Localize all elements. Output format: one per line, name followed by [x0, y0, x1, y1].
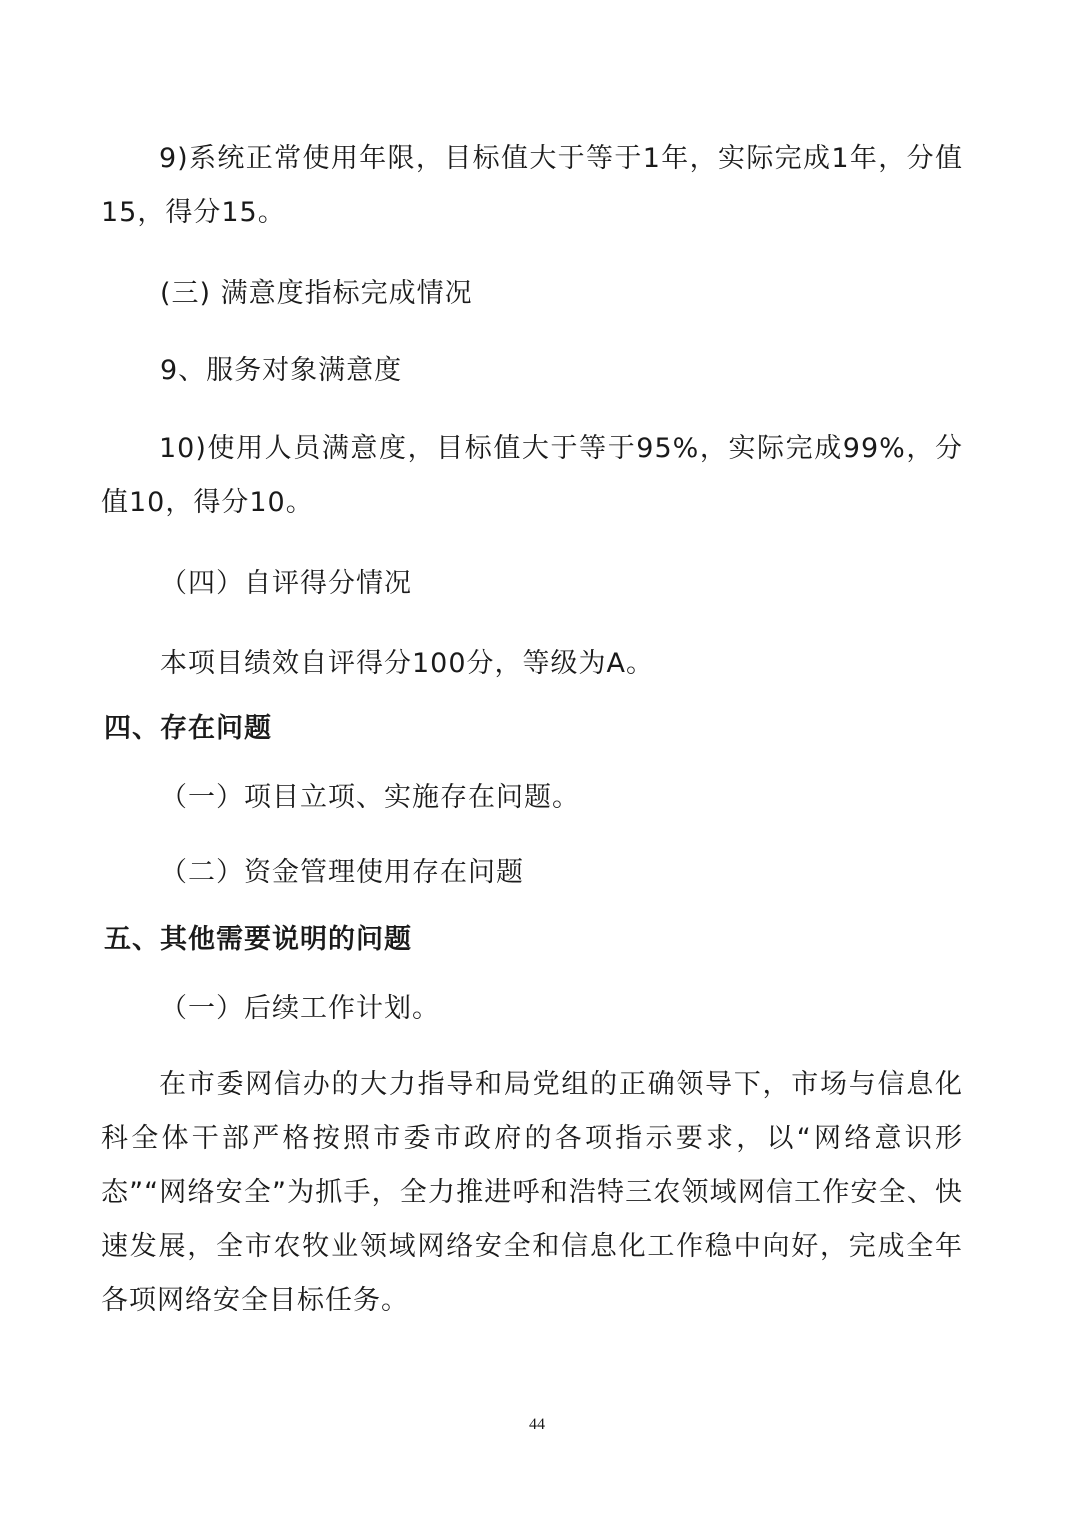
- section-heading-other: 五、其他需要说明的问题: [104, 924, 412, 955]
- section-heading-issues: 四、存在问题: [104, 713, 272, 744]
- paragraph-project-issues: （一）项目立项、实施存在问题。: [160, 782, 580, 813]
- paragraph-fund-issues: （二）资金管理使用存在问题: [160, 857, 524, 888]
- paragraph-satisfaction-heading: (三) 满意度指标完成情况: [160, 278, 473, 309]
- paragraph-system-usage-years: 9)系统正常使用年限，目标值大于等于1年，实际完成1年，分值15，得分15。: [101, 143, 963, 228]
- paragraph-service-satisfaction: 9、服务对象满意度: [160, 355, 403, 386]
- paragraph-user-satisfaction: 10)使用人员满意度，目标值大于等于95%，实际完成99%，分值10，得分10。: [101, 433, 963, 518]
- page-number: 44: [529, 1416, 545, 1433]
- paragraph-summary: 在市委网信办的大力指导和局党组的正确领导下，市场与信息化科全体干部严格按照市委市政府的各项指示要求，以“网络意识形态”“网络安全”为抓手，全力推进呼和浩特三农领域网信工作安全、快速发展，全市农牧业领域网络安全和信息化工作稳中向好，完成全年各项网络安全目标任务。: [101, 1069, 963, 1316]
- paragraph-self-score-heading: （四）自评得分情况: [160, 568, 412, 599]
- paragraph-self-score: 本项目绩效自评得分100分，等级为A。: [160, 648, 655, 679]
- paragraph-future-plan: （一）后续工作计划。: [160, 993, 440, 1024]
